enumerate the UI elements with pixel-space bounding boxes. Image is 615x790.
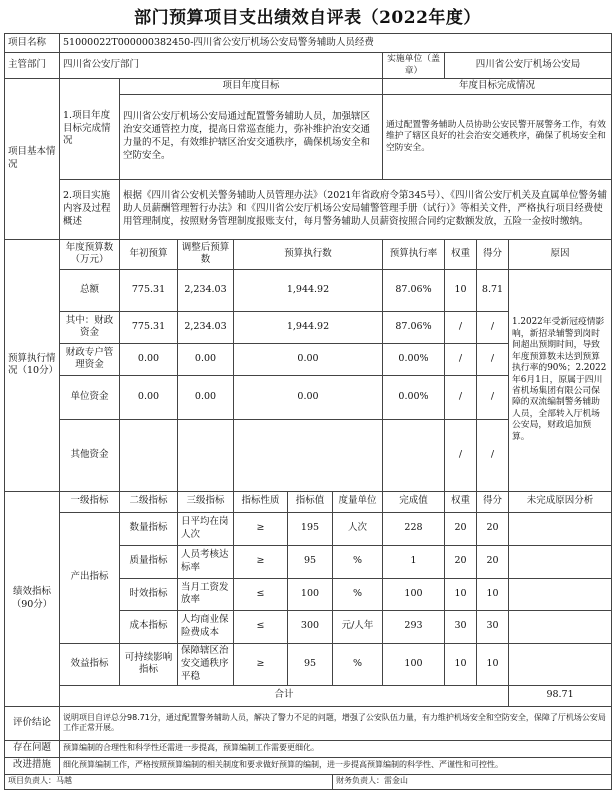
issues-label: 存在问题 bbox=[5, 740, 60, 757]
budget-adjusted: 2,234.03 bbox=[178, 269, 234, 311]
issues-text: 预算编制的合理性和科学性还需进一步提高，预算编制工作需要更细化。 bbox=[60, 740, 612, 757]
annual-goal-header: 项目年度目标 bbox=[120, 79, 383, 95]
budget-rate: 0.00% bbox=[383, 343, 445, 375]
indicator-target: 300 bbox=[288, 610, 333, 643]
budget-executed: 0.00 bbox=[234, 375, 383, 419]
benefit-indicator-label: 效益指标 bbox=[60, 643, 120, 685]
execution-rate-header: 预算执行率 bbox=[383, 239, 445, 269]
measures-row bbox=[5, 757, 612, 774]
indicator-unit: % bbox=[333, 578, 383, 610]
indicator-l3: 人均商业保险费成本 bbox=[178, 610, 234, 643]
level1-header: 一级指标 bbox=[60, 491, 120, 512]
annual-goal-text: 四川省公安厅机场公安局通过配置警务辅助人员，加强辖区治安交通管控力度，提高日常巡查能力，弥补维护治安交通力量的不足，有效维护辖区治安交通秩序，确保机场安全和空防安全。 bbox=[120, 94, 383, 179]
adjusted-budget-header: 调整后预算数 bbox=[178, 239, 234, 269]
indicator-weight: 30 bbox=[445, 610, 477, 643]
budget-adjusted: 0.00 bbox=[178, 343, 234, 375]
indicator-unit: % bbox=[333, 643, 383, 685]
indicator-nature: ≤ bbox=[234, 578, 288, 610]
perf-weight-header: 权重 bbox=[445, 491, 477, 512]
total-score: 98.71 bbox=[509, 685, 612, 706]
evaluation-table bbox=[4, 33, 612, 790]
indicator-actual: 293 bbox=[383, 610, 445, 643]
indicator-weight: 10 bbox=[445, 643, 477, 685]
basic-info-header-row bbox=[5, 79, 612, 95]
budget-executed: 0.00 bbox=[234, 343, 383, 375]
indicator-analysis bbox=[509, 610, 612, 643]
output-indicator-label: 产出指标 bbox=[60, 512, 120, 643]
executed-budget-header: 预算执行数 bbox=[234, 239, 383, 269]
indicator-unit: 元/人年 bbox=[333, 610, 383, 643]
indicator-l2: 可持续影响指标 bbox=[120, 643, 178, 685]
budget-initial: 775.31 bbox=[120, 269, 178, 311]
actual-header: 完成值 bbox=[383, 491, 445, 512]
budget-rate bbox=[383, 419, 445, 491]
indicator-l3: 人员考核达标率 bbox=[178, 545, 234, 578]
department-row bbox=[5, 53, 612, 79]
conclusion-text: 说明项目自评总分98.71分，通过配置警务辅助人员，解决了警力不足的问题，增强了公安队伍力量，有力维护机场安全和空防安全，保障了厅机场公安局工作正常开展。 bbox=[60, 706, 612, 740]
implementation-text: 根据《四川省公安机关警务辅助人员管理办法》（2021年省政府令第345号）、《四川省公安厅机关及直属单位警务辅助人员薪酬管理暂行办法》和《四川省公安厅机场公安局辅警管理手册（试行）》等相关文件，严格执行项目经费使用管理制度，按照财务管理制度报账支付，每月警务辅助人员薪资按照合同约定数额发放，五险一金按时缴纳。 bbox=[120, 179, 612, 239]
goal-completion-label: 1.项目年度目标完成情况 bbox=[60, 79, 120, 180]
budget-row-label: 其中：财政资金 bbox=[60, 311, 120, 343]
goal-completion-text: 通过配置警务辅助人员协助公安民警开展警务工作，有效维护了辖区良好的社会治安交通秩序，确保了机场安全和空防安全。 bbox=[383, 94, 612, 179]
budget-weight: / bbox=[445, 419, 477, 491]
budget-reason-text: 1.2022年受新冠疫情影响，新招录辅警到岗时间超出预期时间，导致年度预算数未达到预算执行率的90%；2.2022年6月1日，原属于四川省机场集团有限公司保障的双流编制警务辅助人员，全部转入厅机场公安局，财政追加预算。 bbox=[509, 269, 612, 491]
indicator-l2: 质量指标 bbox=[120, 545, 178, 578]
budget-weight: / bbox=[445, 375, 477, 419]
budget-score: / bbox=[477, 375, 509, 419]
indicator-analysis bbox=[509, 512, 612, 545]
budget-executed bbox=[234, 419, 383, 491]
budget-section-label: 预算执行情况（10分） bbox=[5, 239, 60, 491]
level2-header: 二级指标 bbox=[120, 491, 178, 512]
signature-row bbox=[5, 774, 612, 789]
indicator-analysis bbox=[509, 578, 612, 610]
target-header: 指标值 bbox=[288, 491, 333, 512]
indicator-nature: ≥ bbox=[234, 643, 288, 685]
budget-rate: 87.06% bbox=[383, 269, 445, 311]
budget-score: / bbox=[477, 419, 509, 491]
project-name-value: 51000022T000000382450-四川省公安厅机场公安局警务辅助人员经费 bbox=[60, 34, 612, 53]
budget-initial bbox=[120, 419, 178, 491]
budget-score: 8.71 bbox=[477, 269, 509, 311]
budget-weight: / bbox=[445, 343, 477, 375]
indicator-row bbox=[5, 643, 612, 685]
form-title: 部门预算项目支出绩效自评表（2022年度） bbox=[134, 7, 481, 28]
indicator-weight: 20 bbox=[445, 512, 477, 545]
indicator-l3: 保障辖区治安交通秩序平稳 bbox=[178, 643, 234, 685]
indicator-analysis bbox=[509, 643, 612, 685]
budget-header-row bbox=[5, 239, 612, 269]
implementation-label: 2.项目实施内容及过程概述 bbox=[60, 179, 120, 239]
project-name-row bbox=[5, 34, 612, 53]
budget-score-header: 得分 bbox=[477, 239, 509, 269]
budget-rate: 0.00% bbox=[383, 375, 445, 419]
indicator-l2: 数量指标 bbox=[120, 512, 178, 545]
project-lead: 项目负责人：马越 bbox=[5, 774, 333, 789]
budget-weight: 10 bbox=[445, 269, 477, 311]
budget-row bbox=[5, 269, 612, 311]
indicator-score: 10 bbox=[477, 643, 509, 685]
budget-reason-header: 原因 bbox=[509, 239, 612, 269]
budget-rate: 87.06% bbox=[383, 311, 445, 343]
indicator-l2: 成本指标 bbox=[120, 610, 178, 643]
budget-row-label: 其他资金 bbox=[60, 419, 120, 491]
department-label: 主管部门 bbox=[5, 53, 60, 79]
indicator-unit: % bbox=[333, 545, 383, 578]
budget-weight-header: 权重 bbox=[445, 239, 477, 269]
indicator-row bbox=[5, 512, 612, 545]
indicator-weight: 20 bbox=[445, 545, 477, 578]
total-label: 合计 bbox=[60, 685, 509, 706]
level3-header: 三级指标 bbox=[178, 491, 234, 512]
budget-executed: 1,944.92 bbox=[234, 269, 383, 311]
indicator-actual: 1 bbox=[383, 545, 445, 578]
performance-section-label: 绩效指标（90分） bbox=[5, 491, 60, 706]
analysis-header: 未完成原因分析 bbox=[509, 491, 612, 512]
goal-completion-header: 年度目标完成情况 bbox=[383, 79, 612, 95]
indicator-l3: 日平均在岗人次 bbox=[178, 512, 234, 545]
basic-info-section-label: 项目基本情况 bbox=[5, 79, 60, 240]
conclusion-row bbox=[5, 706, 612, 740]
indicator-l2: 时效指标 bbox=[120, 578, 178, 610]
indicator-actual: 100 bbox=[383, 578, 445, 610]
budget-row-label: 总额 bbox=[60, 269, 120, 311]
finance-lead: 财务负责人：雷金山 bbox=[333, 774, 612, 789]
indicator-nature: ≥ bbox=[234, 545, 288, 578]
budget-row-label: 单位资金 bbox=[60, 375, 120, 419]
project-name-label: 项目名称 bbox=[5, 34, 60, 53]
measures-text: 细化预算编制工作，严格按照预算编制的相关制度和要求做好预算的编制，进一步提高预算编制的科学性、严谨性和可控性。 bbox=[60, 757, 612, 774]
indicator-target: 95 bbox=[288, 643, 333, 685]
indicator-target: 195 bbox=[288, 512, 333, 545]
basic-info-impl-row bbox=[5, 179, 612, 239]
unit-header: 度量单位 bbox=[333, 491, 383, 512]
budget-score: / bbox=[477, 343, 509, 375]
measures-label: 改进措施 bbox=[5, 757, 60, 774]
budget-adjusted: 2,234.03 bbox=[178, 311, 234, 343]
indicator-unit: 人次 bbox=[333, 512, 383, 545]
indicator-nature: ≥ bbox=[234, 512, 288, 545]
department-value: 四川省公安厅部门 bbox=[60, 53, 383, 79]
budget-adjusted bbox=[178, 419, 234, 491]
budget-score: / bbox=[477, 311, 509, 343]
budget-initial: 0.00 bbox=[120, 375, 178, 419]
total-row bbox=[5, 685, 612, 706]
indicator-l3: 当月工资发放率 bbox=[178, 578, 234, 610]
performance-header-row bbox=[5, 491, 612, 512]
budget-weight: / bbox=[445, 311, 477, 343]
initial-budget-header: 年初预算 bbox=[120, 239, 178, 269]
perf-score-header: 得分 bbox=[477, 491, 509, 512]
indicator-score: 10 bbox=[477, 578, 509, 610]
budget-initial: 775.31 bbox=[120, 311, 178, 343]
budget-executed: 1,944.92 bbox=[234, 311, 383, 343]
indicator-score: 20 bbox=[477, 512, 509, 545]
indicator-score: 30 bbox=[477, 610, 509, 643]
budget-type-header: 年度预算数（万元） bbox=[60, 239, 120, 269]
indicator-nature: ≤ bbox=[234, 610, 288, 643]
indicator-analysis bbox=[509, 545, 612, 578]
budget-initial: 0.00 bbox=[120, 343, 178, 375]
indicator-weight: 10 bbox=[445, 578, 477, 610]
budget-row-label: 财政专户管理资金 bbox=[60, 343, 120, 375]
indicator-actual: 100 bbox=[383, 643, 445, 685]
indicator-target: 100 bbox=[288, 578, 333, 610]
budget-adjusted: 0.00 bbox=[178, 375, 234, 419]
conclusion-label: 评价结论 bbox=[5, 706, 60, 740]
issues-row bbox=[5, 740, 612, 757]
indicator-score: 20 bbox=[477, 545, 509, 578]
implementing-unit-value: 四川省公安厅机场公安局 bbox=[445, 53, 612, 79]
implementing-unit-label: 实施单位（盖章） bbox=[383, 53, 445, 79]
indicator-target: 95 bbox=[288, 545, 333, 578]
indicator-actual: 228 bbox=[383, 512, 445, 545]
nature-header: 指标性质 bbox=[234, 491, 288, 512]
